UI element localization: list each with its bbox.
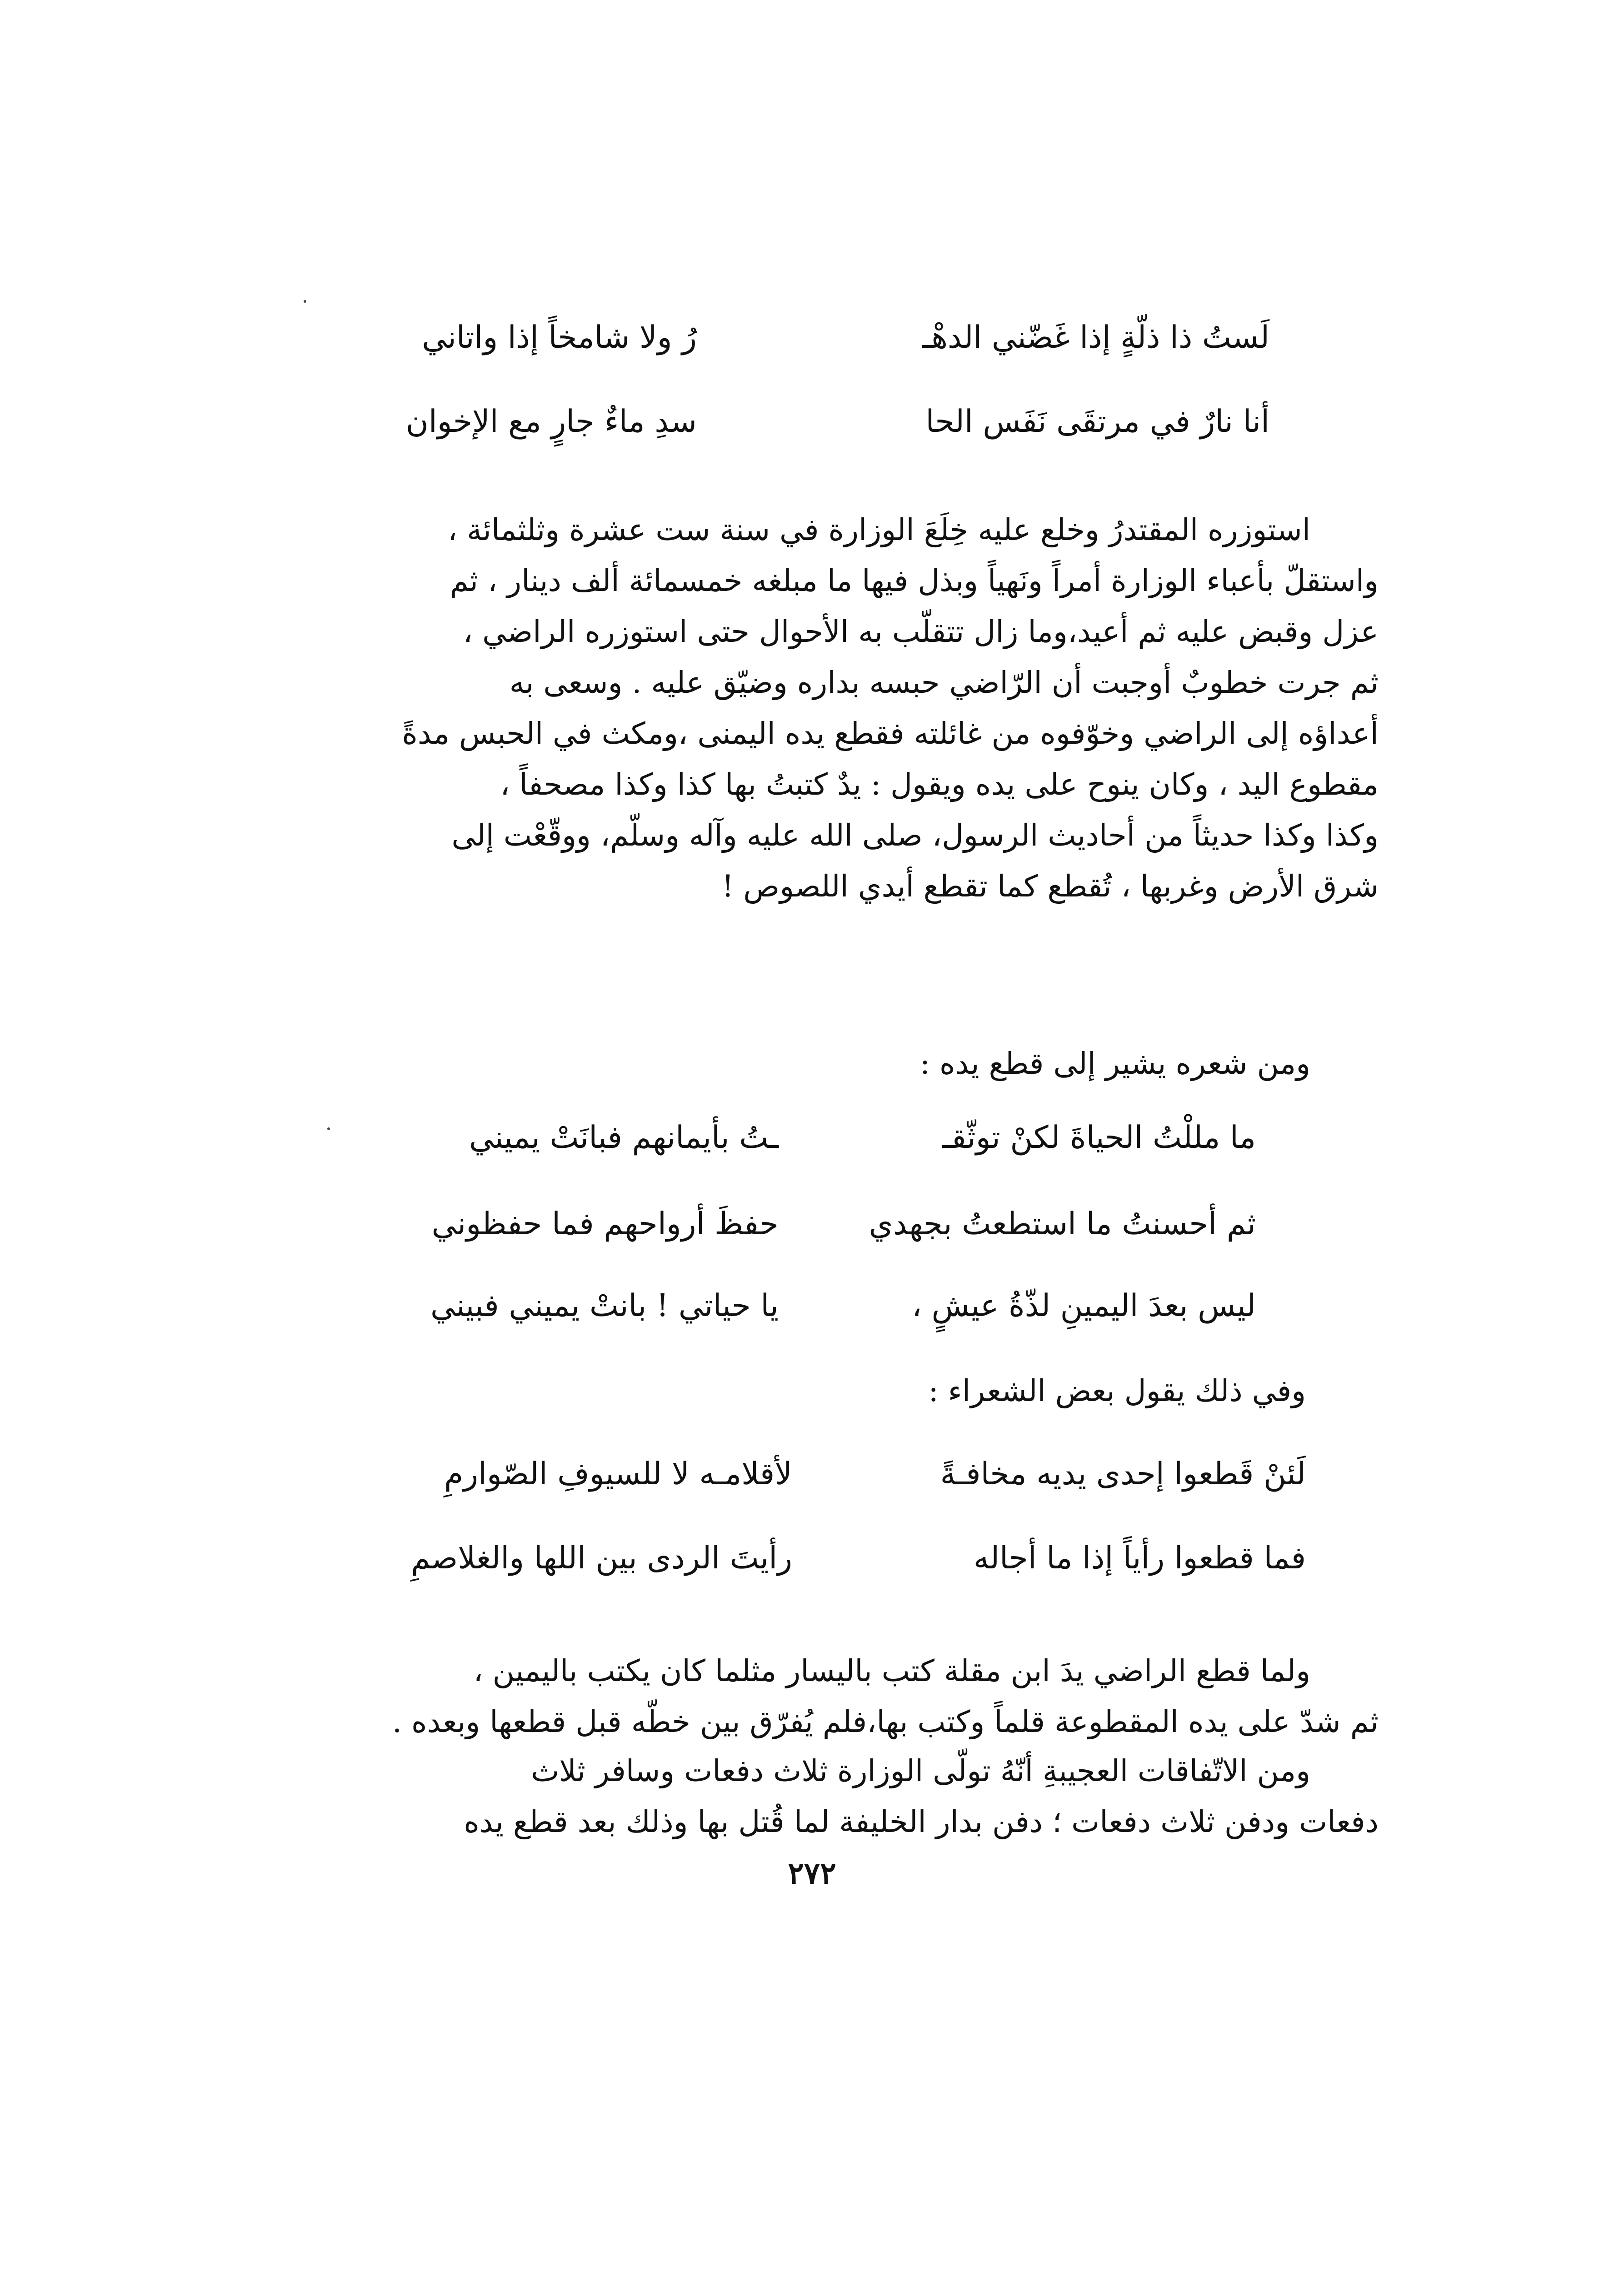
verse-second-hemistich: سدِ ماءٌ جارٍ مع الإخوان: [405, 404, 697, 440]
verse-line: [469, 1116, 1256, 1160]
text-line: أعداؤه إلى الراضي وخوّفوه من غائلته فقطع يده اليمنى ،ومكث في الحبس مدةً: [402, 716, 1379, 751]
verse-first-hemistich: ثم أحسنتُ ما استطعتُ بجهدي: [869, 1206, 1256, 1242]
speck-mark: [327, 1127, 330, 1130]
poem-intro: وفي ذلك يقول بعض الشعراء :: [928, 1373, 1306, 1408]
verse-second-hemistich: رُ ولا شامخاً إذا واتاني: [422, 320, 697, 355]
text-line: عزل وقبض عليه ثم أعيد،وما زال تتقلّب به الأحوال حتى استوزره الراضي ،: [463, 614, 1379, 649]
text-line: ثم شدّ على يده المقطوعة قلماً وكتب بها،فلم يُفرّق بين خطّه قبل قطعها وبعده .: [392, 1704, 1379, 1739]
verse-second-hemistich: ـتُ بأيمانهم فبانَتْ يميني: [469, 1120, 779, 1156]
verse-line: [411, 1537, 1306, 1580]
verse-first-hemistich: فما قطعوا رأياً إذا ما أجاله: [973, 1540, 1306, 1576]
page-number: ٢٧٢: [788, 1855, 836, 1891]
verse-line: [406, 400, 1269, 444]
text-line: ثم جرت خطوبٌ أوجبت أن الرّاضي حبسه بداره وضيّق عليه . وسعى به: [509, 665, 1379, 700]
verse-second-hemistich: حفظَ أرواحهم فما حفظوني: [431, 1206, 779, 1242]
text-line: وكذا وكذا حديثاً من أحاديث الرسول، صلى الله عليه وآله وسلّم، ووقّعْت إلى: [451, 818, 1379, 853]
paragraph: [318, 505, 1379, 912]
text-line: ومن الاتّفاقات العجيبةِ أنّهُ تولّى الوزارة ثلاث دفعات وسافر ثلاث: [531, 1753, 1310, 1788]
text-line: ولما قطع الراضي يدَ ابن مقلة كتب باليسار مثلما كان يكتب باليمين ،: [473, 1653, 1310, 1688]
verse-second-hemistich: يا حياتي ! بانتْ يميني فبيني: [430, 1288, 779, 1324]
verse-second-hemistich: لأقلامـه لا للسيوفِ الصّوارمِ: [444, 1456, 792, 1492]
verse-first-hemistich: ليس بعدَ اليمينِ لذّةُ عيشٍ ،: [912, 1288, 1256, 1324]
paragraph: [318, 1746, 1379, 1847]
paragraph: [318, 1646, 1379, 1747]
verse-first-hemistich: أنا نارٌ في مرتقَى نَفَس الحا: [925, 404, 1269, 440]
verse-first-hemistich: ما مللْتُ الحياةَ لكنْ توثّقـ: [942, 1120, 1256, 1156]
speck-mark: [304, 300, 306, 303]
verse-line: [432, 1202, 1256, 1246]
poem-intro: ومن شعره يشير إلى قطع يده :: [919, 1046, 1310, 1081]
verse-line: [430, 1284, 1256, 1328]
verse-second-hemistich: رأيتَ الردى بين اللها والغلاصمِ: [411, 1540, 792, 1576]
verse-first-hemistich: لَئنْ قَطعوا إحدى يديه مخافـةً: [940, 1456, 1306, 1492]
text-line: دفعات ودفن ثلاث دفعات ؛ دفن بدار الخليفة لما قُتل بها وذلك بعد قطع يده: [464, 1804, 1379, 1839]
verse-line: [422, 316, 1269, 360]
text-line: مقطوع اليد ، وكان ينوح على يده ويقول : يدٌ كتبتُ بها كذا وكذا مصحفاً ،: [500, 767, 1379, 802]
text-line: استوزره المقتدرُ وخلع عليه خِلَعَ الوزارة في سنة ست عشرة وثلثمائة ،: [447, 512, 1310, 547]
text-line: شرق الأرض وغربها ، تُقطع كما تقطع أيدي اللصوص !: [721, 869, 1379, 904]
text-line: واستقلّ بأعباء الوزارة أمراً ونَهياً وبذل فيها ما مبلغه خمسمائة ألف دينار ، ثم: [450, 563, 1379, 598]
verse-first-hemistich: لَستُ ذا ذلّةٍ إذا غَضّني الدهْـ: [922, 320, 1269, 355]
verse-line: [444, 1452, 1306, 1496]
